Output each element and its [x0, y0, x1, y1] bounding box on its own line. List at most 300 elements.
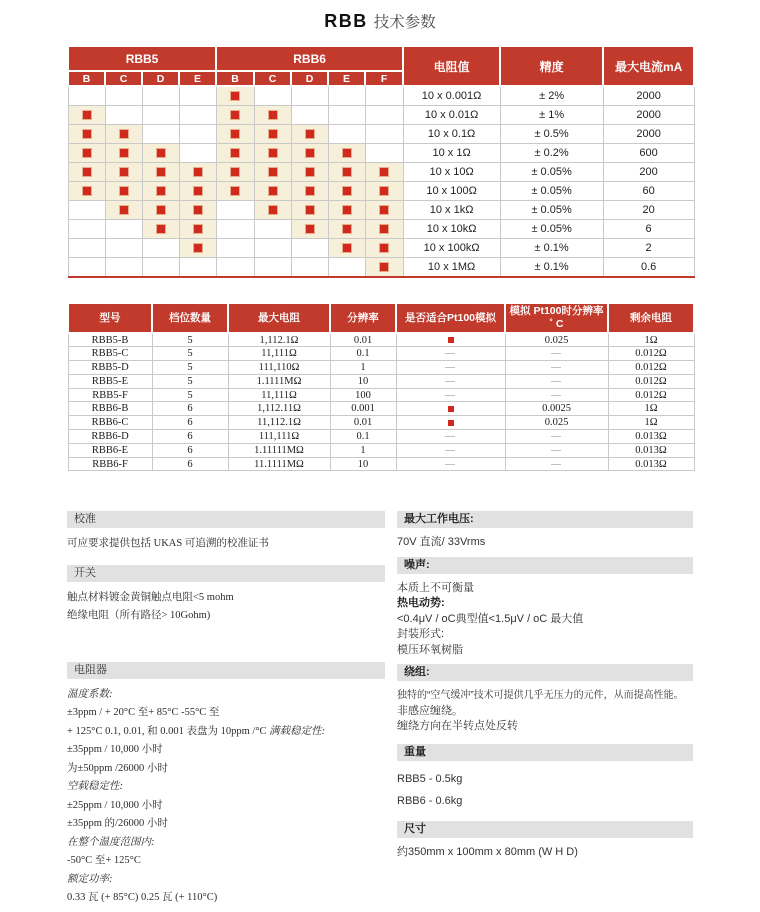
pt100-suitability-cell	[396, 457, 505, 471]
accuracy-value: ± 0.1%	[500, 239, 603, 258]
red-square-icon	[343, 225, 351, 233]
spec-line	[397, 627, 693, 643]
range-row	[68, 144, 694, 163]
spec-section	[67, 511, 385, 554]
spec-section	[397, 744, 693, 812]
residual-resistance: 0.012Ω	[608, 388, 694, 402]
section-heading-bar: 开关	[67, 565, 385, 582]
max-current-value: 0.6	[603, 258, 694, 278]
availability-cell	[179, 106, 216, 125]
availability-cell	[105, 201, 142, 220]
dial-column-header: E	[328, 71, 365, 86]
model-column-header: 型号	[68, 303, 152, 333]
resistance-value: 10 x 1kΩ	[403, 201, 500, 220]
residual-resistance: 1Ω	[608, 402, 694, 416]
decade-count: 6	[152, 402, 228, 416]
dash-icon: —	[445, 389, 456, 401]
red-square-icon	[380, 168, 388, 176]
availability-cell	[291, 163, 328, 182]
range-row	[68, 106, 694, 125]
max-resistance: 11,111Ω	[228, 388, 330, 402]
dash-icon: —	[551, 348, 562, 360]
spec-line	[397, 612, 693, 628]
availability-cell	[105, 163, 142, 182]
resolution: 0.01	[330, 416, 396, 430]
availability-cell	[365, 201, 403, 220]
pt100-resolution-cell	[505, 443, 608, 457]
spec-text: 为±50ppm /26000 小时	[67, 762, 168, 774]
section-heading-bar: 校准	[67, 511, 385, 528]
spec-line	[397, 790, 693, 812]
range-row	[68, 201, 694, 220]
pt100-suitability-cell	[396, 402, 505, 416]
pt100-suitability-cell	[396, 333, 505, 347]
resistance-value: 10 x 100kΩ	[403, 239, 500, 258]
spec-columns	[67, 511, 693, 908]
availability-cell	[179, 220, 216, 239]
spec-text: <0.4μV / oC典型值<1.5μV / oC 最大值	[397, 612, 584, 625]
section-heading-bar: 绕组:	[397, 664, 693, 681]
range-row	[68, 182, 694, 201]
resolution: 10	[330, 457, 396, 471]
availability-cell	[365, 220, 403, 239]
availability-cell	[365, 258, 403, 278]
resistance-value: 10 x 1MΩ	[403, 258, 500, 278]
spec-line	[397, 643, 693, 659]
red-square-icon	[194, 168, 202, 176]
spec-line	[67, 686, 385, 705]
max-resistance: 1,112.1Ω	[228, 333, 330, 347]
availability-cell	[105, 86, 142, 106]
brand-name: RBB	[324, 11, 368, 31]
availability-cell	[179, 163, 216, 182]
model-name: RBB6-F	[68, 457, 152, 471]
availability-cell	[254, 201, 291, 220]
model-column-header: 最大电阻	[228, 303, 330, 333]
max-resistance: 1,112.11Ω	[228, 402, 330, 416]
model-name: RBB5-E	[68, 374, 152, 388]
spec-line	[397, 688, 693, 704]
max-resistance: 11.1111MΩ	[228, 457, 330, 471]
spec-section	[67, 565, 385, 626]
availability-cell	[179, 239, 216, 258]
spec-text: 额定功率:	[67, 873, 113, 885]
availability-cell	[105, 220, 142, 239]
availability-cell	[254, 144, 291, 163]
availability-cell	[68, 106, 105, 125]
availability-cell	[105, 106, 142, 125]
spec-section	[397, 511, 693, 551]
max-current-value: 20	[603, 201, 694, 220]
model-name: RBB5-C	[68, 347, 152, 361]
red-square-icon	[83, 149, 91, 157]
red-square-icon	[83, 168, 91, 176]
spec-column-right	[397, 511, 693, 908]
spec-line	[67, 760, 385, 779]
red-square-icon	[306, 225, 314, 233]
availability-cell	[291, 125, 328, 144]
availability-cell	[291, 144, 328, 163]
red-square-icon	[306, 130, 314, 138]
pt100-suitability-cell	[396, 416, 505, 430]
dash-icon: —	[445, 348, 456, 360]
dash-icon: —	[551, 361, 562, 373]
red-square-icon	[157, 187, 165, 195]
spec-text: 在整个温度范围内:	[67, 836, 155, 848]
accuracy-value: ± 0.05%	[500, 182, 603, 201]
model-row	[68, 361, 694, 375]
spec-section	[397, 821, 693, 861]
spec-text: 约350mm x 100mm x 80mm (W H D)	[397, 845, 578, 858]
red-square-icon	[343, 168, 351, 176]
resistance-value: 10 x 0.001Ω	[403, 86, 500, 106]
range-table-body	[68, 86, 694, 277]
availability-cell	[365, 239, 403, 258]
spec-text: ±25ppm / 10,000 小时	[67, 799, 163, 811]
availability-cell	[179, 258, 216, 278]
pt100-suitability-cell	[396, 347, 505, 361]
model-column-header: 剩余电阻	[608, 303, 694, 333]
red-square-icon	[231, 149, 239, 157]
red-square-icon	[231, 187, 239, 195]
dial-column-header: D	[142, 71, 179, 86]
availability-cell	[328, 144, 365, 163]
spec-text: ±35ppm 的/26000 小时	[67, 818, 168, 830]
max-resistance: 111,111Ω	[228, 430, 330, 444]
red-square-icon	[83, 187, 91, 195]
spec-section	[67, 662, 385, 908]
range-header-groups	[68, 46, 694, 71]
availability-cell	[68, 125, 105, 144]
max-resistance: 111,110Ω	[228, 361, 330, 375]
model-row	[68, 388, 694, 402]
dial-column-header: B	[216, 71, 254, 86]
availability-cell	[68, 239, 105, 258]
availability-cell	[216, 258, 254, 278]
availability-cell	[328, 125, 365, 144]
model-column-header: 分辨率	[330, 303, 396, 333]
spec-text: 独特的“空气缓冲”技术可提供几乎无压力的元件，从而提高性能。	[397, 690, 684, 702]
pt100-resolution-cell	[505, 374, 608, 388]
resolution: 0.001	[330, 402, 396, 416]
red-square-icon	[83, 130, 91, 138]
red-square-icon	[306, 187, 314, 195]
spec-text: RBB5 - 0.5kg	[397, 772, 463, 785]
decade-count: 6	[152, 430, 228, 444]
availability-cell	[216, 201, 254, 220]
red-square-icon	[194, 206, 202, 214]
availability-cell	[254, 258, 291, 278]
range-row	[68, 220, 694, 239]
spec-line	[67, 889, 385, 908]
resistance-value: 10 x 100Ω	[403, 182, 500, 201]
resistance-value: 10 x 1Ω	[403, 144, 500, 163]
range-row	[68, 258, 694, 278]
red-square-icon	[194, 225, 202, 233]
availability-cell	[291, 201, 328, 220]
resolution: 1	[330, 443, 396, 457]
title-suffix: 技术参数	[373, 14, 436, 31]
spec-column-left	[67, 511, 385, 908]
availability-cell	[254, 220, 291, 239]
spec-line	[397, 719, 693, 735]
spec-text: + 125°C 0.1, 0.01, 和 0.001 表盘为 10ppm /°C	[67, 725, 270, 737]
availability-cell	[291, 106, 328, 125]
model-table-head	[68, 303, 694, 333]
dial-column-header: C	[254, 71, 291, 86]
spec-text: 非感应缠绕。	[397, 704, 463, 717]
availability-cell	[254, 86, 291, 106]
dash-icon: —	[445, 458, 456, 470]
availability-cell	[254, 125, 291, 144]
dash-icon: —	[551, 458, 562, 470]
pt100-resolution-cell	[505, 388, 608, 402]
resolution: 0.1	[330, 347, 396, 361]
availability-cell	[216, 86, 254, 106]
range-table-head	[68, 46, 694, 86]
resolution: 100	[330, 388, 396, 402]
availability-cell	[105, 258, 142, 278]
range-row	[68, 239, 694, 258]
red-square-icon	[120, 149, 128, 157]
model-column-header: 模拟 Pt100时分辨率˚ C	[505, 303, 608, 333]
max-current-value: 6	[603, 220, 694, 239]
availability-cell	[328, 258, 365, 278]
red-square-icon	[231, 168, 239, 176]
availability-cell	[254, 182, 291, 201]
pt100-suitability-cell	[396, 388, 505, 402]
availability-cell	[68, 220, 105, 239]
red-square-icon	[231, 92, 239, 100]
model-name: RBB5-D	[68, 361, 152, 375]
decade-count: 6	[152, 443, 228, 457]
section-heading-bar: 噪声:	[397, 557, 693, 574]
availability-cell	[291, 258, 328, 278]
red-square-icon	[120, 187, 128, 195]
spec-line	[67, 589, 385, 608]
spec-line	[397, 768, 693, 790]
model-column-header: 档位数量	[152, 303, 228, 333]
red-square-icon	[269, 187, 277, 195]
availability-cell	[291, 220, 328, 239]
availability-cell	[105, 144, 142, 163]
spec-line	[67, 723, 385, 742]
page-title	[67, 10, 693, 32]
model-table	[67, 302, 695, 471]
resolution: 0.1	[330, 430, 396, 444]
availability-cell	[254, 106, 291, 125]
red-square-icon	[380, 263, 388, 271]
availability-cell	[216, 106, 254, 125]
dash-icon: —	[551, 389, 562, 401]
pt100-resolution-cell: 0.0025	[505, 402, 608, 416]
red-square-icon	[157, 225, 165, 233]
availability-cell	[216, 239, 254, 258]
spec-text: 70V 直流/ 33Vrms	[397, 536, 486, 549]
red-square-icon	[380, 187, 388, 195]
red-square-icon	[269, 130, 277, 138]
model-row	[68, 430, 694, 444]
red-square-icon	[269, 111, 277, 119]
spec-line	[67, 797, 385, 816]
red-square-icon	[83, 111, 91, 119]
max-current-value: 60	[603, 182, 694, 201]
accuracy-value: ± 0.5%	[500, 125, 603, 144]
model-header-row	[68, 303, 694, 333]
resistance-value: 10 x 10kΩ	[403, 220, 500, 239]
red-square-icon	[231, 130, 239, 138]
availability-cell	[216, 182, 254, 201]
availability-cell	[179, 201, 216, 220]
spec-section	[397, 557, 693, 659]
spec-text: 绝缘电阻（所有路径> 10Gohm)	[67, 610, 211, 622]
red-square-icon	[157, 149, 165, 157]
availability-cell	[142, 239, 179, 258]
max-current-value: 2000	[603, 125, 694, 144]
availability-cell	[365, 182, 403, 201]
availability-cell	[254, 239, 291, 258]
availability-cell	[105, 125, 142, 144]
red-square-icon	[269, 168, 277, 176]
red-square-icon	[157, 206, 165, 214]
spec-text: RBB6 - 0.6kg	[397, 794, 463, 807]
accuracy-value: ± 0.2%	[500, 144, 603, 163]
spec-line	[67, 815, 385, 834]
decade-count: 5	[152, 333, 228, 347]
spec-text: ±35ppm / 10,000 小时	[67, 744, 163, 756]
availability-cell	[328, 201, 365, 220]
accuracy-value: ± 0.05%	[500, 201, 603, 220]
pt100-suitability-cell	[396, 374, 505, 388]
red-square-icon	[343, 149, 351, 157]
red-square-icon	[120, 168, 128, 176]
dial-column-header: C	[105, 71, 142, 86]
spec-line	[397, 845, 693, 861]
section-heading-bar: 最大工作电压:	[397, 511, 693, 528]
max-current-value: 2000	[603, 86, 694, 106]
pt100-resolution-cell	[505, 347, 608, 361]
resolution: 10	[330, 374, 396, 388]
red-square-icon	[380, 225, 388, 233]
availability-cell	[365, 144, 403, 163]
dash-icon: —	[445, 430, 456, 442]
availability-cell	[142, 220, 179, 239]
availability-cell	[142, 144, 179, 163]
model-group-header: RBB5	[68, 46, 216, 71]
pt100-resolution-cell: 0.025	[505, 333, 608, 347]
model-table-body	[68, 333, 694, 471]
availability-cell	[254, 163, 291, 182]
max-current-value: 2000	[603, 106, 694, 125]
red-square-icon	[231, 111, 239, 119]
availability-cell	[142, 125, 179, 144]
accuracy-value: ± 0.05%	[500, 220, 603, 239]
decade-count: 5	[152, 374, 228, 388]
availability-cell	[142, 258, 179, 278]
model-column-header: 是否适合Pt100模拟	[396, 303, 505, 333]
model-row	[68, 333, 694, 347]
availability-cell	[179, 144, 216, 163]
spec-text: 缠绕方向在半转点处反转	[397, 720, 518, 733]
residual-resistance: 0.013Ω	[608, 430, 694, 444]
model-row	[68, 416, 694, 430]
availability-cell	[328, 220, 365, 239]
range-row	[68, 163, 694, 182]
max-current-value: 600	[603, 144, 694, 163]
resistance-value: 10 x 0.1Ω	[403, 125, 500, 144]
model-name: RBB5-F	[68, 388, 152, 402]
dial-column-header: E	[179, 71, 216, 86]
max-current-value: 2	[603, 239, 694, 258]
availability-cell	[328, 163, 365, 182]
resistance-value: 10 x 10Ω	[403, 163, 500, 182]
red-square-icon	[306, 206, 314, 214]
availability-cell	[365, 125, 403, 144]
availability-cell	[365, 86, 403, 106]
availability-cell	[179, 86, 216, 106]
dash-icon: —	[445, 375, 456, 387]
spec-text: -50°C 至+ 125°C	[67, 855, 141, 867]
model-row	[68, 374, 694, 388]
spec-line	[67, 535, 385, 554]
residual-resistance: 1Ω	[608, 333, 694, 347]
red-square-icon	[343, 244, 351, 252]
red-square-icon	[269, 149, 277, 157]
spec-text: 满载稳定性:	[269, 725, 326, 737]
decade-count: 6	[152, 457, 228, 471]
red-square-icon	[343, 206, 351, 214]
availability-cell	[68, 258, 105, 278]
availability-cell	[365, 163, 403, 182]
model-name: RBB6-D	[68, 430, 152, 444]
availability-cell	[105, 182, 142, 201]
residual-resistance: 0.012Ω	[608, 374, 694, 388]
max-resistance: 1.1111MΩ	[228, 374, 330, 388]
spec-text: ±3ppm / + 20°C 至+ 85°C -55°C 至	[67, 707, 220, 719]
spec-line	[67, 871, 385, 890]
spec-line	[67, 778, 385, 797]
availability-cell	[291, 86, 328, 106]
max-resistance: 11,111Ω	[228, 347, 330, 361]
red-square-icon	[306, 149, 314, 157]
model-name: RBB6-B	[68, 402, 152, 416]
decade-count: 6	[152, 416, 228, 430]
pt100-suitability-cell	[396, 361, 505, 375]
availability-cell	[142, 201, 179, 220]
pt100-resolution-cell	[505, 430, 608, 444]
residual-resistance: 0.012Ω	[608, 361, 694, 375]
spec-text: 触点材料镀金黄铜触点电阻<5 mohm	[67, 591, 234, 603]
section-heading-bar: 尺寸	[397, 821, 693, 838]
availability-cell	[142, 163, 179, 182]
decade-count: 5	[152, 388, 228, 402]
section-heading-bar: 电阻器	[67, 662, 385, 679]
availability-cell	[68, 182, 105, 201]
availability-cell	[68, 163, 105, 182]
spec-line	[67, 852, 385, 871]
model-name: RBB5-B	[68, 333, 152, 347]
dash-icon: —	[445, 361, 456, 373]
availability-cell	[216, 125, 254, 144]
availability-cell	[142, 106, 179, 125]
accuracy-value: ± 0.05%	[500, 163, 603, 182]
decade-count: 5	[152, 347, 228, 361]
spec-line	[67, 607, 385, 626]
availability-cell	[328, 86, 365, 106]
value-column-header: 精度	[500, 46, 603, 86]
section-heading-bar: 重量	[397, 744, 693, 761]
resolution: 0.01	[330, 333, 396, 347]
